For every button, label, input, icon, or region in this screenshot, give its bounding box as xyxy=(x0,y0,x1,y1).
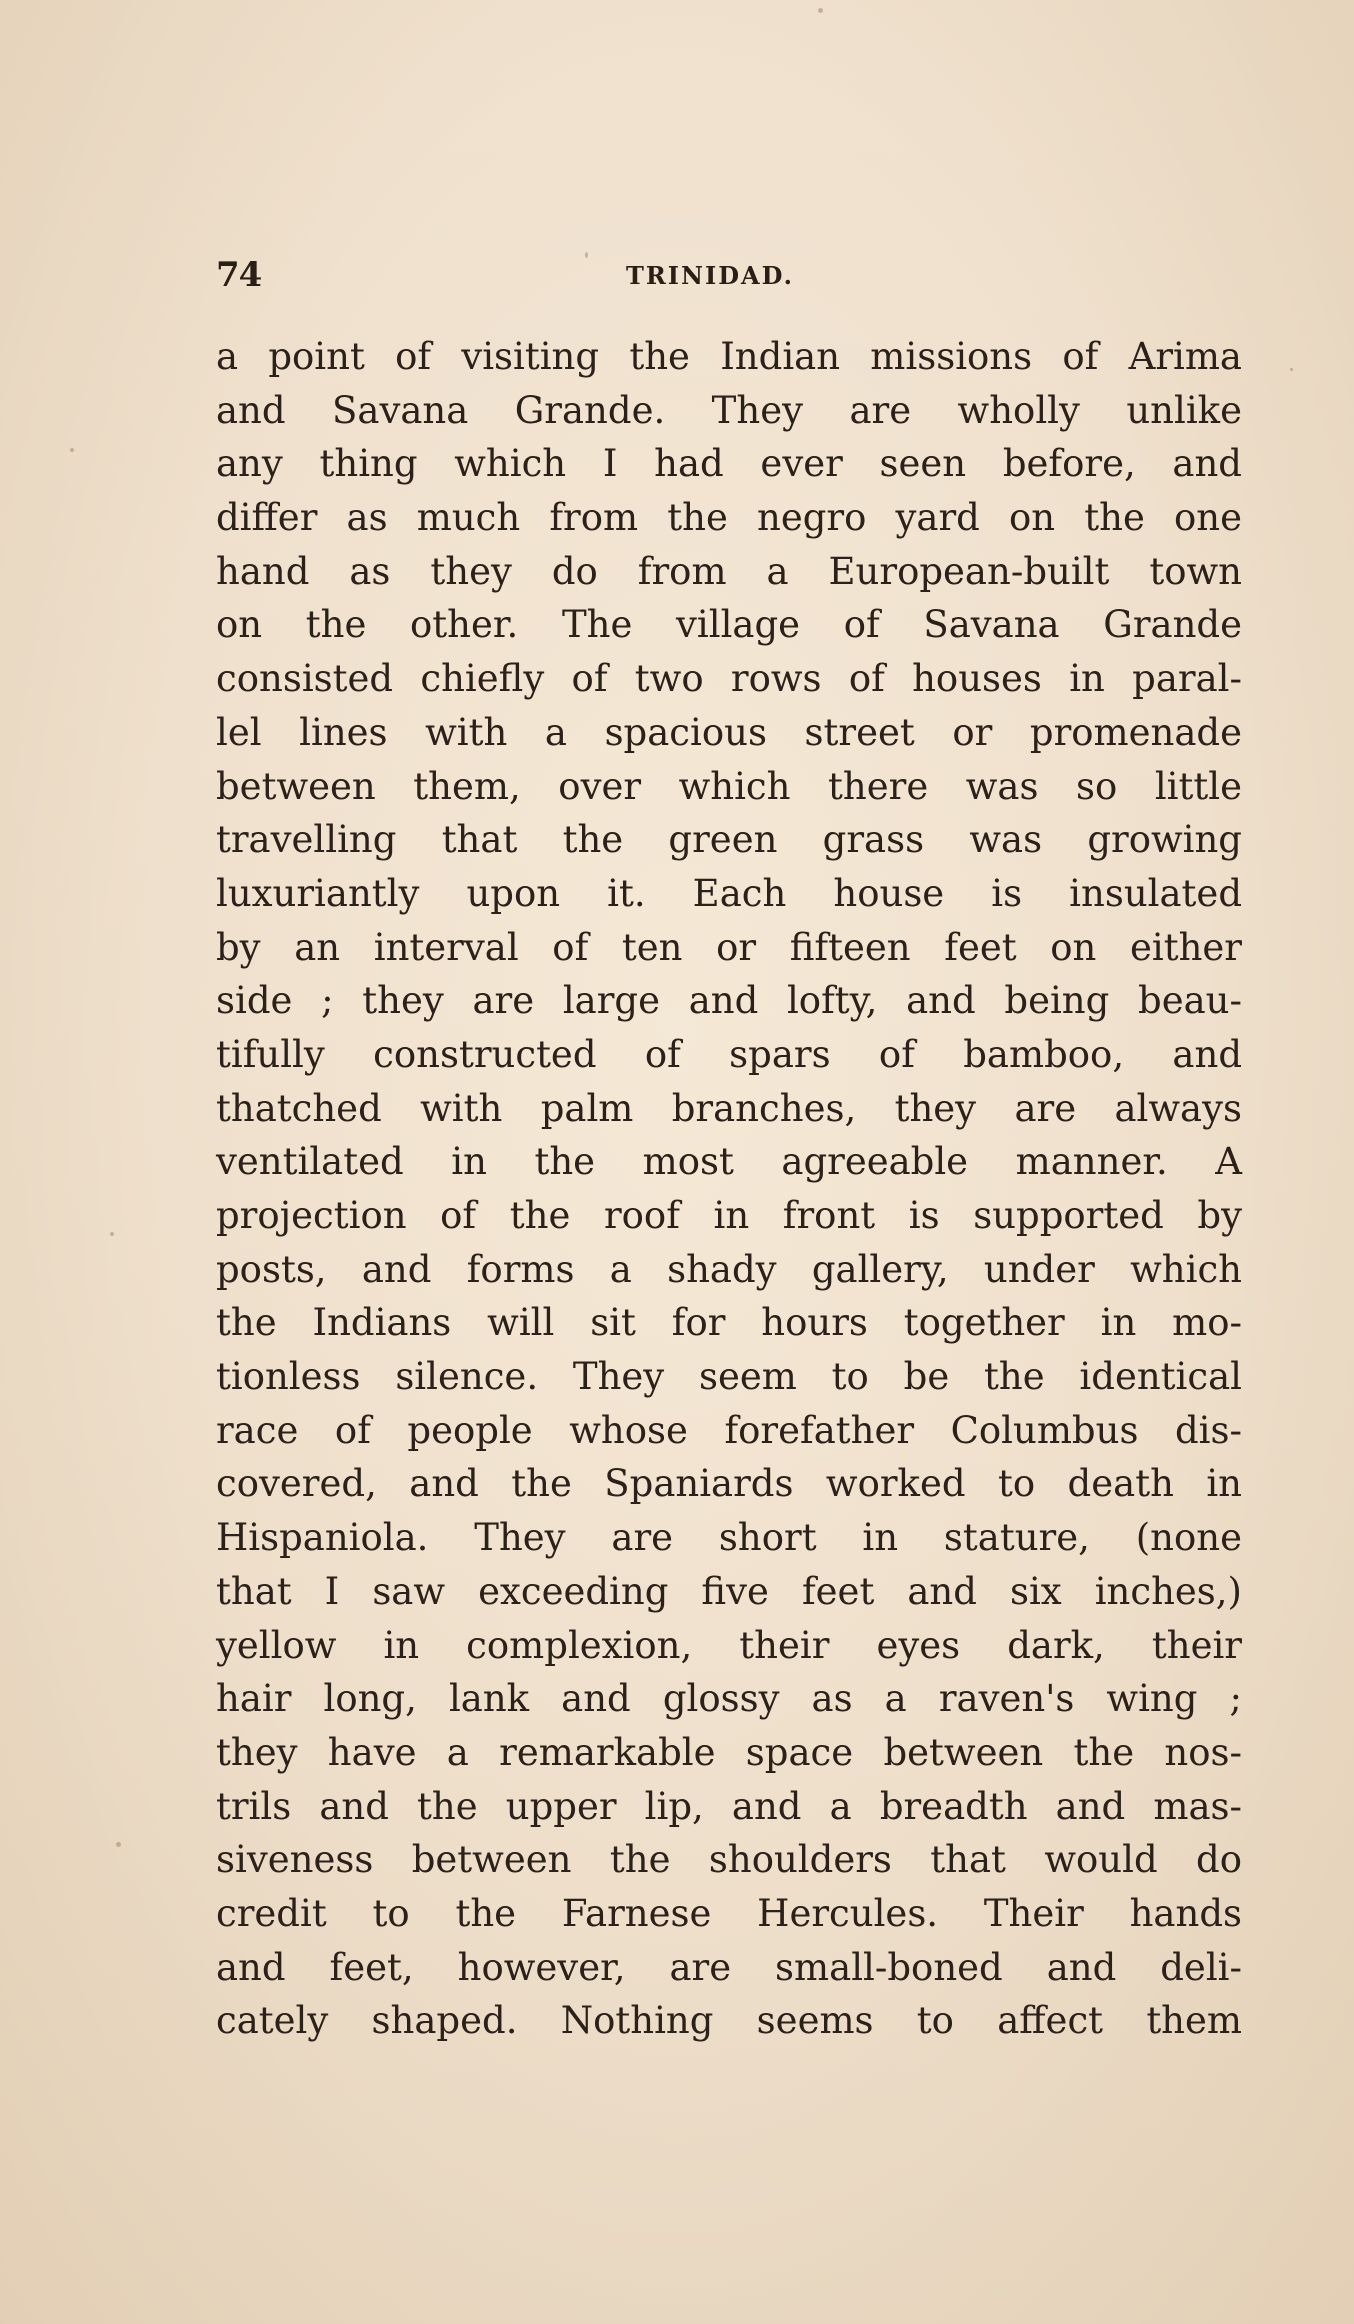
text-line: the Indians will sit for hours together in mo- xyxy=(216,1301,1242,1345)
text-line: tionless silence. They seem to be the identical xyxy=(216,1355,1242,1399)
text-line: hand as they do from a European-built town xyxy=(216,549,1242,593)
text-line: that I saw exceeding five feet and six inches,) xyxy=(216,1569,1242,1613)
text-line: between them, over which there was so little xyxy=(216,764,1242,808)
text-line: they have a remarkable space between the nos- xyxy=(216,1730,1242,1774)
page-number: 74 xyxy=(216,255,262,295)
text-line: on the other. The village of Savana Grande xyxy=(216,603,1242,647)
text-line: by an interval of ten or fifteen feet on either xyxy=(216,925,1242,969)
text-line: cately shaped. Nothing seems to affect them xyxy=(216,1999,1242,2043)
text-line: race of people whose forefather Columbus dis- xyxy=(216,1408,1242,1452)
page-header xyxy=(216,255,1236,295)
text-line: ventilated in the most agreeable manner. A xyxy=(216,1140,1242,1184)
running-head: TRINIDAD. xyxy=(626,261,794,290)
text-line: siveness between the shoulders that would do xyxy=(216,1838,1242,1882)
text-line: hair long, lank and glossy as a raven's wing ; xyxy=(216,1677,1242,1721)
text-line: credit to the Farnese Hercules. Their hands xyxy=(216,1891,1242,1935)
text-line: any thing which I had ever seen before, and xyxy=(216,442,1242,486)
text-line: covered, and the Spaniards worked to death in xyxy=(216,1462,1242,1506)
paper-speck xyxy=(1290,368,1293,371)
text-line: yellow in complexion, their eyes dark, their xyxy=(216,1623,1242,1667)
text-line: posts, and forms a shady gallery, under which xyxy=(216,1247,1242,1291)
text-line: travelling that the green grass was growing xyxy=(216,818,1242,862)
text-line: a point of visiting the Indian missions of Arima xyxy=(216,335,1242,378)
text-line: projection of the roof in front is supported by xyxy=(216,1194,1242,1237)
text-line: thatched with palm branches, they are always xyxy=(216,1086,1242,1130)
paper-speck xyxy=(110,1232,114,1236)
text-line: and Savana Grande. They are wholly unlike xyxy=(216,388,1242,432)
paper-speck xyxy=(818,8,823,13)
text-line: Hispaniola. They are short in stature, (none xyxy=(216,1516,1242,1560)
text-line: lel lines with a spacious street or promenade xyxy=(216,710,1242,754)
text-line: consisted chiefly of two rows of houses in paral- xyxy=(216,657,1242,701)
paper-speck xyxy=(70,448,74,452)
body-text xyxy=(216,330,1242,2048)
text-line: differ as much from the negro yard on the one xyxy=(216,496,1242,540)
paper-speck xyxy=(116,1842,121,1847)
text-line: side ; they are large and lofty, and being beau- xyxy=(216,979,1242,1023)
text-line: tifully constructed of spars of bamboo, and xyxy=(216,1032,1242,1076)
text-line: and feet, however, are small-boned and deli- xyxy=(216,1945,1242,1989)
text-line: luxuriantly upon it. Each house is insulated xyxy=(216,871,1242,915)
text-line: trils and the upper lip, and a breadth and mas- xyxy=(216,1784,1242,1828)
